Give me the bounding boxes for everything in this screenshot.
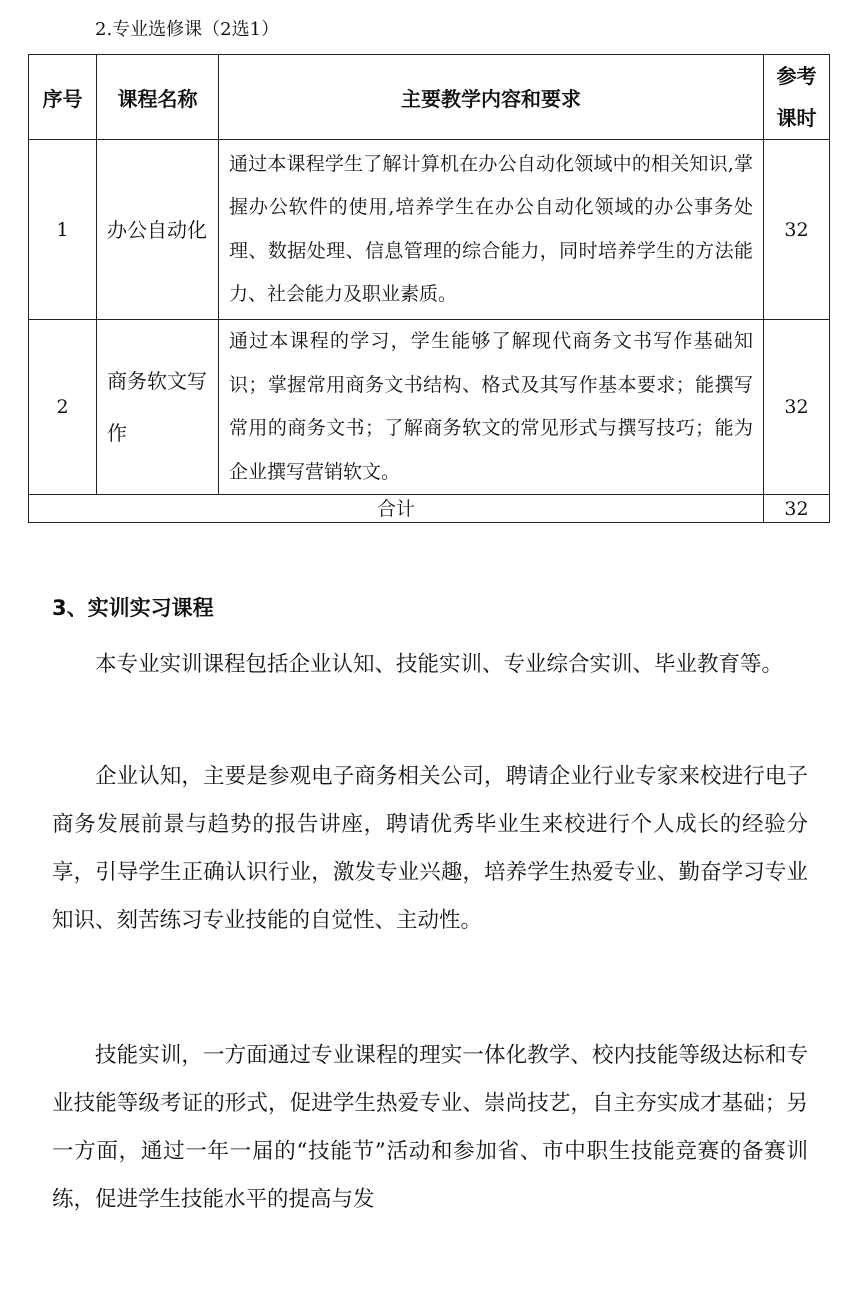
paragraph-enterprise-cognition: 企业认知，主要是参观电子商务相关公司，聘请企业行业专家来校进行电子商务发展前景与趋势的报告讲座，聘请优秀毕业生来校进行个人成长的经验分享，引导学生正确认识行业，激发专业兴趣，培养学生热爱专业、勤奋学习专业知识、刻苦练习专业技能的自觉性、主动性。 [52,764,808,933]
row-content: 通过本课程学生了解计算机在办公自动化领域中的相关知识,掌握办公软件的使用,培养学生在办公自动化领域的办公事务处理、数据处理、信息管理的综合能力，同时培养学生的方法能力、社会能力及职业素质。 [219,140,764,320]
header-seq: 序号 [29,55,97,140]
elective-course-table [28,54,830,523]
table-row [29,320,830,495]
paragraph-overview: 本专业实训课程包括企业认知、技能实训、专业综合实训、毕业教育等。 [95,652,784,677]
total-label: 合计 [29,495,764,523]
total-hours: 32 [764,495,830,523]
row-seq: 1 [29,140,97,320]
row-hours: 32 [764,320,830,495]
row-course-name: 商务软文写作 [97,320,219,495]
table-header-row [29,55,830,140]
header-hours-line2: 课时 [776,106,817,130]
table-row [29,140,830,320]
row-course-name: 办公自动化 [97,140,219,320]
section-title: 3、实训实习课程 [52,596,214,620]
paragraph-skill-training: 技能实训，一方面通过专业课程的理实一体化教学、校内技能等级达标和专业技能等级考证的形式，促进学生热爱专业、崇尚技艺，自主夯实成才基础；另一方面，通过一年一届的“技能节”活动和参加省、市中职生技能竞赛的备赛训练，促进学生技能水平的提高与发 [52,1043,808,1212]
header-hours [764,55,830,140]
row-hours: 32 [764,140,830,320]
table-total-row [29,495,830,523]
subsection-title: 2.专业选修课（2选1） [95,19,280,40]
row-seq: 2 [29,320,97,495]
header-hours-line1: 参考 [776,64,817,88]
row-content: 通过本课程的学习，学生能够了解现代商务文书写作基础知识；掌握常用商务文书结构、格式及其写作基本要求；能撰写常用的商务文书；了解商务软文的常见形式与撰写技巧；能为企业撰写营销软文。 [219,320,764,495]
header-course-name: 课程名称 [97,55,219,140]
header-content: 主要教学内容和要求 [219,55,764,140]
